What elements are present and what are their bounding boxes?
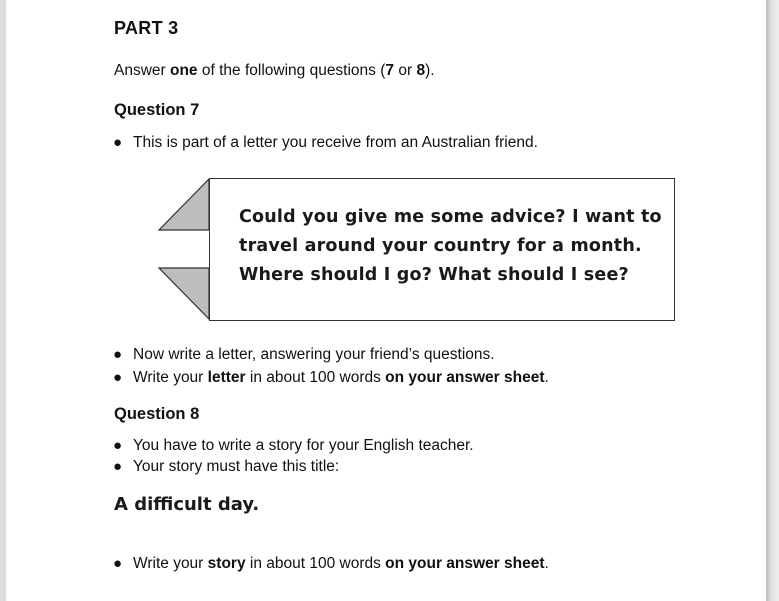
question-7-bullet-3	[113, 369, 549, 387]
instruction-bold-one: one	[170, 62, 198, 79]
bullet-dot: ●	[113, 369, 123, 386]
instruction-text-3: or	[394, 62, 417, 79]
story-title: A difficult day.	[114, 494, 260, 515]
letter-excerpt-box	[209, 178, 675, 321]
q8-b3-text-1: Write your	[133, 555, 208, 572]
question-7-bullet-1-text: This is part of a letter you receive from an Australian friend.	[133, 134, 538, 151]
question-8-bullet-1-text: You have to write a story for your English teacher.	[133, 437, 474, 454]
fold-lower-triangle	[159, 268, 209, 319]
q7-b3-bold-answer-sheet: on your answer sheet	[385, 369, 545, 386]
q8-b3-text-2: in about 100 words	[245, 555, 386, 572]
instruction-text-2: of the following questions (	[197, 62, 386, 79]
question-7-bullet-1	[113, 134, 538, 152]
bullet-dot: ●	[113, 458, 123, 475]
question-7-bullet-2-text: Now write a letter, answering your friend’s questions.	[133, 346, 495, 363]
bullet-dot: ●	[113, 555, 123, 572]
fold-upper-triangle	[159, 179, 209, 230]
instruction-bold-8: 8	[416, 62, 426, 79]
page-edge-right	[766, 0, 779, 601]
q7-b3-text-1: Write your	[133, 369, 208, 386]
letter-line-3: Where should I go? What should I see?	[239, 265, 629, 285]
q8-b3-text-3: .	[544, 555, 549, 572]
bullet-dot: ●	[113, 134, 123, 151]
page-edge-left	[0, 0, 6, 601]
q7-b3-text-2: in about 100 words	[245, 369, 386, 386]
q8-b3-bold-answer-sheet: on your answer sheet	[385, 555, 545, 572]
question-7-bullet-2	[113, 346, 495, 364]
letter-line-1: Could you give me some advice? I want to	[239, 207, 662, 227]
q7-b3-text-3: .	[544, 369, 549, 386]
part-instruction	[114, 62, 435, 80]
question-7-heading: Question 7	[114, 101, 200, 119]
bullet-dot: ●	[113, 437, 123, 454]
instruction-text-4: ).	[425, 62, 435, 79]
letter-fold-graphic	[158, 178, 212, 321]
question-8-bullet-1	[113, 437, 474, 455]
q8-b3-bold-story: story	[207, 555, 246, 572]
part-title: PART 3	[114, 18, 179, 38]
q7-b3-bold-letter: letter	[207, 369, 246, 386]
question-8-bullet-2-text: Your story must have this title:	[133, 458, 340, 475]
question-8-heading: Question 8	[114, 405, 200, 423]
letter-line-2: travel around your country for a month.	[239, 236, 642, 256]
instruction-text-1: Answer	[114, 62, 170, 79]
question-8-bullet-2	[113, 458, 340, 476]
question-8-bullet-3	[113, 555, 549, 573]
instruction-bold-7: 7	[385, 62, 395, 79]
bullet-dot: ●	[113, 346, 123, 363]
